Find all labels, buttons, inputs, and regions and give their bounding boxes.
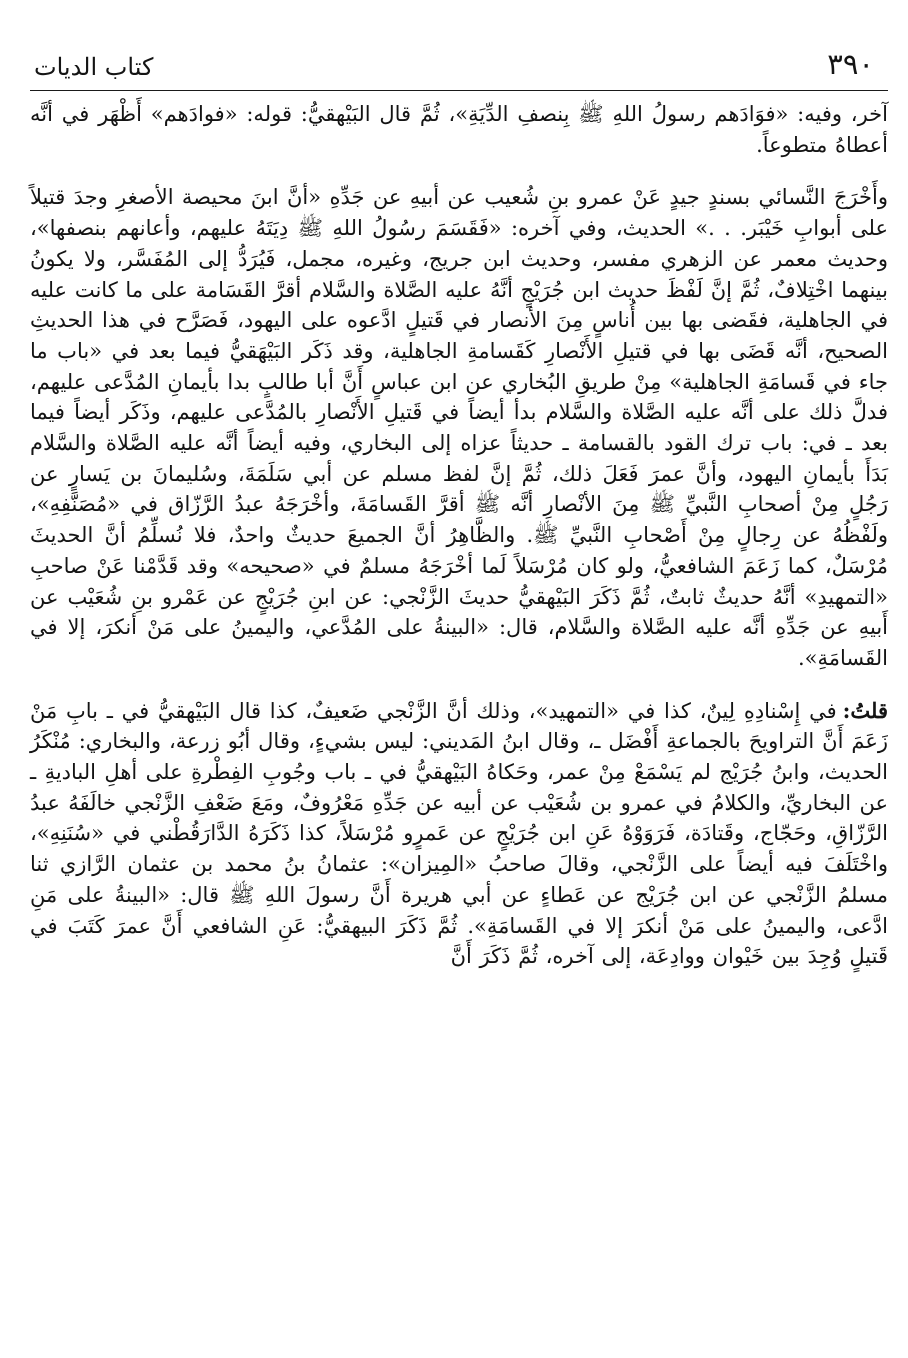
document-page [30,44,888,972]
qultu-label: قلتُ: [842,697,888,723]
running-header [30,44,888,91]
paragraph-continuation: آخر، وفيه: «فوَادَهم رسولُ اللهِ ﷺ بِنصفِ الدِّيَةِ»، ثُمَّ قال البَيْهقيُّ: قوله: «فوادَهم» أَظْهَر في أنَّه أعطاهُ متطوعاً. [30,102,888,157]
page-number: ٣٩٠ [827,47,874,81]
paragraph-qultu-text: في إِسْنادِهِ لِينٌ، كذا في «التمهيد»، وذلك أنَّ الزَّنْجي ضَعيفٌ، كذا قال البَيْهقيُّ في ـ بابِ مَنْ زَعَمَ أَنَّ التراويحَ بالجماعةِ أَفْضَل ـ، وقال ابنُ المَديني: ليس بشيءٍ، وقال أبُو زرعة، والبخاري: مُنْكَرُ الحديث، وابنُ جُرَيْج لم يَسْمَعْ مِنْ عمر، وحَكاهُ البَيْهقيُّ في ـ باب وجُوبِ الفِطْرةِ على أهلِ الباديةِ ـ عن البخاريِّ، والكلامُ في عمرو بن شُعَيْب عن أبيه عن جَدِّهِ مَعْرُوفٌ، ومَعَ ضَعْفِ الزَّنْجي خالَفَهُ عبدُ الرَّزّاقِ، وحَجّاج، وقَتادَة، فَرَوَوْهُ عَنِ ابن جُرَيْجٍ عن عَمرٍو مُرْسَلاً، كذا ذَكَرَهُ الدَّارَقُطْني في «سُنَنِهِ»، واخْتَلَفَ فيه أيضاً على الزَّنْجي، وقالَ صاحبُ «المِيزان»: عثمانُ بنُ محمد بن عثمان الرَّازي ثنا مسلمُ الزَّنْجي عن ابن جُرَيْج عن عَطاءٍ عن أبي هريرة أَنَّ رسولَ اللهِ ﷺ قال: «البينةُ على مَنِ ادَّعى، واليمينُ على مَنْ أنكرَ إلا في القَسامَةِ». ثُمَّ ذَكَرَ البيهقيُّ: عَنِ الشافعي أَنَّ عمرَ كَتَبَ في قَتيلٍ وُجِدَ بين خَيْوان ووادِعَة، إلى آخره، ثُمَّ ذَكَرَ أَنَّ [30,698,888,969]
book-title: كتاب الديات [34,53,154,81]
paragraph-nasai-hadith: وأَخْرَجَ النَّسائي بسندٍ جيدٍ عَنْ عمرو بنِ شُعيب عن أبيهِ عن جَدِّهِ «أنَّ ابنَ محيصة الأصغرِ وجدَ قتيلاً على أبوابِ خَيْبَر. . .» الحديث، وفي آخره: «فَقَسَمَ رسُولُ اللهِ ﷺ دِيَتَهُ عليهم، وأعانهم بنصفها»، وحديث معمر عن الزهري مفسر، وحديث ابن جريج، وغيره، مجمل، فَيُرَدُّ إلى المُفَسَّر، ولا يكونُ بينهما اخْتِلافٌ، ثُمَّ إنَّ لَفْظَ حديث ابن جُرَيْجٍ أنَّهُ عليه الصَّلاة والسَّلام أقرَّ القَسَامة على ما كانت عليه في الجاهلية، فقَضى بها بين أُناسٍ مِنَ الأنصار في قَتيلٍ ادَّعوه على اليهود، فَصَرَّح في هذا الحديثِ الصحيح، أنَّه قَضَى بها في قتيلِ الأَنْصارِ كَقَسامةِ الجاهلية، وقد ذَكَر البَيْهَقيُّ فيما بعد في «باب ما جاء في قَسامَةِ الجاهلية» مِنْ طريقِ البُخاري عن ابن عباسٍ أَنَّ أبا طالبٍ بدا بأيمانِ المُدَّعى عليهم، فدلَّ ذلك على أنَّه عليه الصَّلاة والسَّلام بدأ أيضاً في قَتيلِ الأَنْصارِ بالمُدَّعى عليهم، وذَكَر أيضاً فيما بعد ـ في: باب ترك القود بالقسامة ـ حديثاً عزاه إلى البخاري، وفيه أيضاً أنَّه عليه الصَّلاة والسَّلام بَدَأَ بأيمانِ اليهود، وأنَّ عمرَ فَعَلَ ذلك، ثُمَّ إنَّ لفظ مسلم عن أبي سَلَمَةَ، وسُليمانَ بن يَسارٍ عن رَجُلٍ مِنْ أصحابِ النَّبيِّ ﷺ مِنَ الأنْصارِ أنَّه ﷺ أقرَّ القَسامَةَ، وأخْرَجَهُ عبدُ الرَّزّاق في «مُصَنَّفِهِ»، ولَفْظُهُ عن رِجالٍ مِنْ أَصْحابِ النَّبيِّ ﷺ. والظَّاهِرُ أنَّ الجميعَ حديثٌ واحدٌ، فلا نُسلِّمُ أنَّ الحديثَ مُرْسَلٌ، كما زَعَمَ الشافعيُّ، ولو كان مُرْسَلاً لَما أخْرَجَهُ مسلمٌ في «صحيحه» وقد قَدَّمْنا عَنْ صاحبِ «التمهيدِ» أنَّهُ حديثٌ ثابتٌ، ثُمَّ ذَكَرَ البَيْهقيُّ حديثَ الزَّنْجي: عن ابنِ جُرَيْجٍ عن عَمْرو بنِ شُعَيْب عن أَبيهِ عن جَدِّهِ أنَّه عليه الصَّلاة والسَّلام، قال: «البينةُ على المُدَّعي، واليمينُ على مَنْ أنكرَ، إلا في القَسامَةِ». [30,185,888,670]
paragraph-qultu [30,696,888,972]
